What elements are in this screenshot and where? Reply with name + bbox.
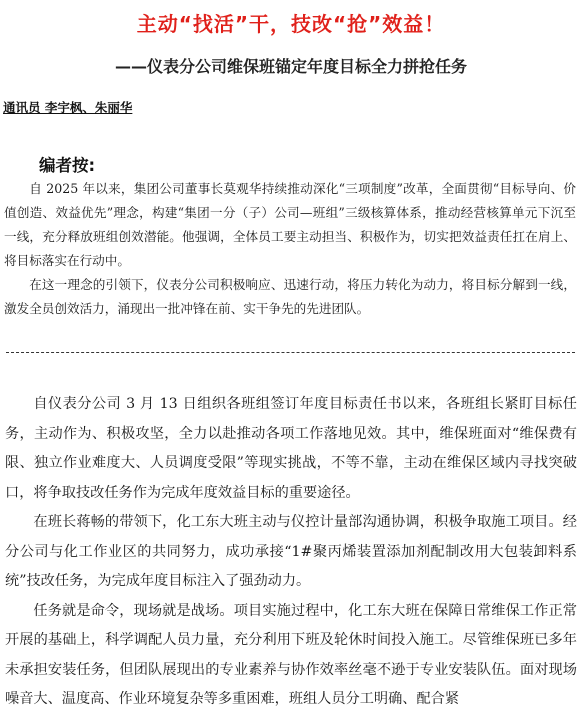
editor-note-paragraph: 自 2025 年以来，集团公司董事长莫观华持续推动深化“三项制度”改革，全面贯彻“目标导向、价值创造、效益优先”理念，构建“集团一分（子）公司—班组”三级核算体系，推动经营核算单元下沉至一线，充分释放班组创效潜能。他强调，全体员工要主动担当、积极作为，切实把效益责任扛在肩上、将目标落实在行动中。: [4, 181, 576, 268]
editor-note-paragraph: 在这一理念的引领下，仪表分公司积极响应、迅速行动，将压力转化为动力，将目标分解到一线，激发全员创效活力，涌现出一批冲锋在前、实干争先的先进团队。: [4, 277, 576, 316]
dashed-divider: [6, 352, 575, 353]
article-body: [5, 390, 577, 715]
subheadline: ——仪表分公司维保班锚定年度目标全力拼抢任务: [114, 57, 467, 76]
editor-note: [4, 177, 576, 321]
byline: 通讯员 李宇枫、朱丽华: [3, 100, 133, 115]
body-paragraph: 自仪表分公司 3 月 13 日组织各班组签订年度目标责任书以来，各班组长紧盯目标任务，主动作为、积极攻坚，全力以赴推动各项工作落地见效。其中，维保班面对“维保费有限、独立作业难度大、人员调度受限”等现实挑战，不等不靠，主动在维保区域内寻找突破口，将争取技改任务作为完成年度效益目标的重要途径。: [5, 396, 577, 501]
body-paragraph: 在班长蒋畅的带领下，化工东大班主动与仪控计量部沟通协调，积极争取施工项目。经分公司与化工作业区的共同努力，成功承接“1#聚丙烯装置添加剂配制改用大包装卸料系统”技改任务，为完成年度目标注入了强劲动力。: [5, 514, 577, 589]
editor-note-heading: 编者按:: [39, 156, 96, 175]
headline: 主动“找活”干，技改“抢”效益！: [136, 12, 446, 36]
body-paragraph: 任务就是命令，现场就是战场。项目实施过程中，化工东大班在保障日常维保工作正常开展的基础上，科学调配人员力量，充分利用下班及轮休时间投入施工。尽管维保班已多年未承担安装任务，但团队展现出的专业素养与协作效率丝毫不逊于专业安装队伍。面对现场噪音大、温度高、作业环境复杂等多重困难，班组人员分工明确、配合紧: [5, 602, 577, 707]
